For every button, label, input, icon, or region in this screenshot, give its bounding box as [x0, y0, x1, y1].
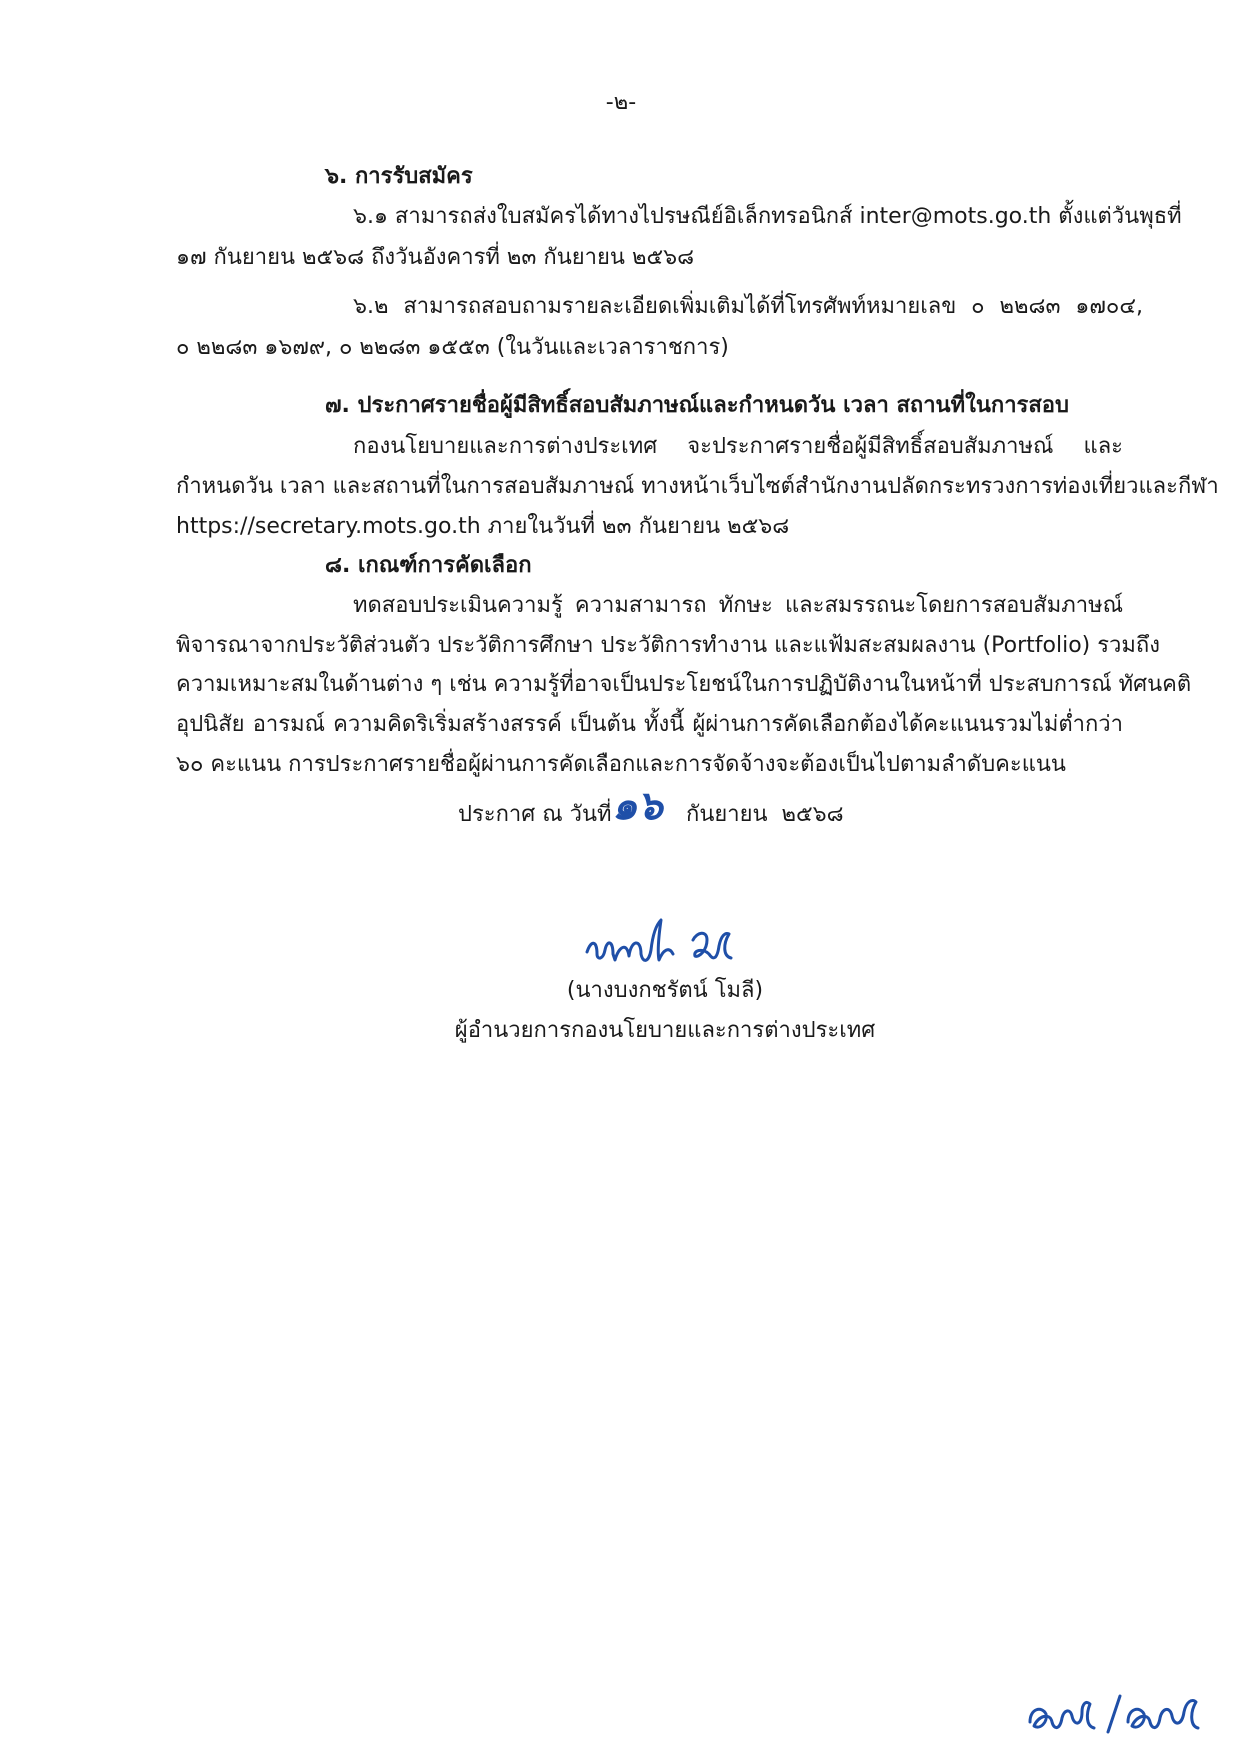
section-6-2-line-2: ๐ ๒๒๘๓ ๑๖๗๙, ๐ ๒๒๘๓ ๑๕๕๓ (ในวันและเวลาราชการ) [176, 335, 729, 360]
section-7-line-3: https://secretary.mots.go.th ภายในวันที่ ๒๓ กันยายน ๒๕๖๘ [176, 514, 790, 539]
page-number: -๒- [605, 90, 637, 115]
signatory-name: (นางบงกชรัตน์ โมลี) [566, 978, 764, 1003]
announcement-prefix: ประกาศ ณ วันที่ [458, 802, 612, 827]
announcement-month-year: กันยายน ๒๕๖๘ [686, 802, 844, 827]
section-7-heading: ๗. ประกาศรายชื่อผู้มีสิทธิ์สอบสัมภาษณ์และกำหนดวัน เวลา สถานที่ในการสอบ [325, 393, 1069, 418]
section-6-1-line-2: ๑๗ กันยายน ๒๕๖๘ ถึงวันอังคารที่ ๒๓ กันยายน ๒๕๖๘ [176, 245, 695, 270]
section-8-line-2: พิจารณาจากประวัติส่วนตัว ประวัติการศึกษา ประวัติการทำงาน และแฟ้มสะสมผลงาน (Portfolio) รวมถึง [176, 633, 1160, 658]
section-8-line-4: อุปนิสัย อารมณ์ ความคิดริเริ่มสร้างสรรค์ เป็นต้น ทั้งนี้ ผู้ผ่านการคัดเลือกต้องได้คะแนนรวมไม่ต่ำกว่า [176, 712, 1123, 737]
section-8-line-1: ทดสอบประเมินความรู้ ความสามารถ ทักษะ และสมรรถนะโดยการสอบสัมภาษณ์ [353, 593, 1123, 618]
section-8-line-3: ความเหมาะสมในด้านต่าง ๆ เช่น ความรู้ที่อาจเป็นประโยชน์ในการปฏิบัติงานในหน้าที่ ประสบการณ์ ทัศนคติ [176, 672, 1192, 697]
handwritten-footer-note [1024, 1682, 1204, 1742]
handwritten-signature [583, 910, 743, 980]
section-6-1-line-1: ๖.๑ สามารถส่งใบสมัครได้ทางไปรษณีย์อิเล็กทรอนิกส์ inter@mots.go.th ตั้งแต่วันพุธที่ [353, 204, 1182, 229]
section-6-2-line-1: ๖.๒ สามารถสอบถามรายละเอียดเพิ่มเติมได้ที่โทรศัพท์หมายเลข ๐ ๒๒๘๓ ๑๗๐๔, [353, 294, 1143, 319]
section-8-line-5: ๖๐ คะแนน การประกาศรายชื่อผู้ผ่านการคัดเลือกและการจัดจ้างจะต้องเป็นไปตามลำดับคะแนน [176, 752, 1066, 777]
section-7-line-1: กองนโยบายและการต่างประเทศ จะประกาศรายชื่อผู้มีสิทธิ์สอบสัมภาษณ์ และ [353, 434, 1123, 459]
signatory-position: ผู้อำนวยการกองนโยบายและการต่างประเทศ [454, 1018, 876, 1043]
section-8-heading: ๘. เกณฑ์การคัดเลือก [325, 553, 532, 578]
announcement-day-handwritten: ๑๖ [612, 782, 663, 829]
section-6-heading: ๖. การรับสมัคร [325, 164, 473, 189]
section-7-line-2: กำหนดวัน เวลา และสถานที่ในการสอบสัมภาษณ์ ทางหน้าเว็บไซต์สำนักงานปลัดกระทรวงการท่องเที่ยวและกีฬา [176, 474, 1219, 499]
